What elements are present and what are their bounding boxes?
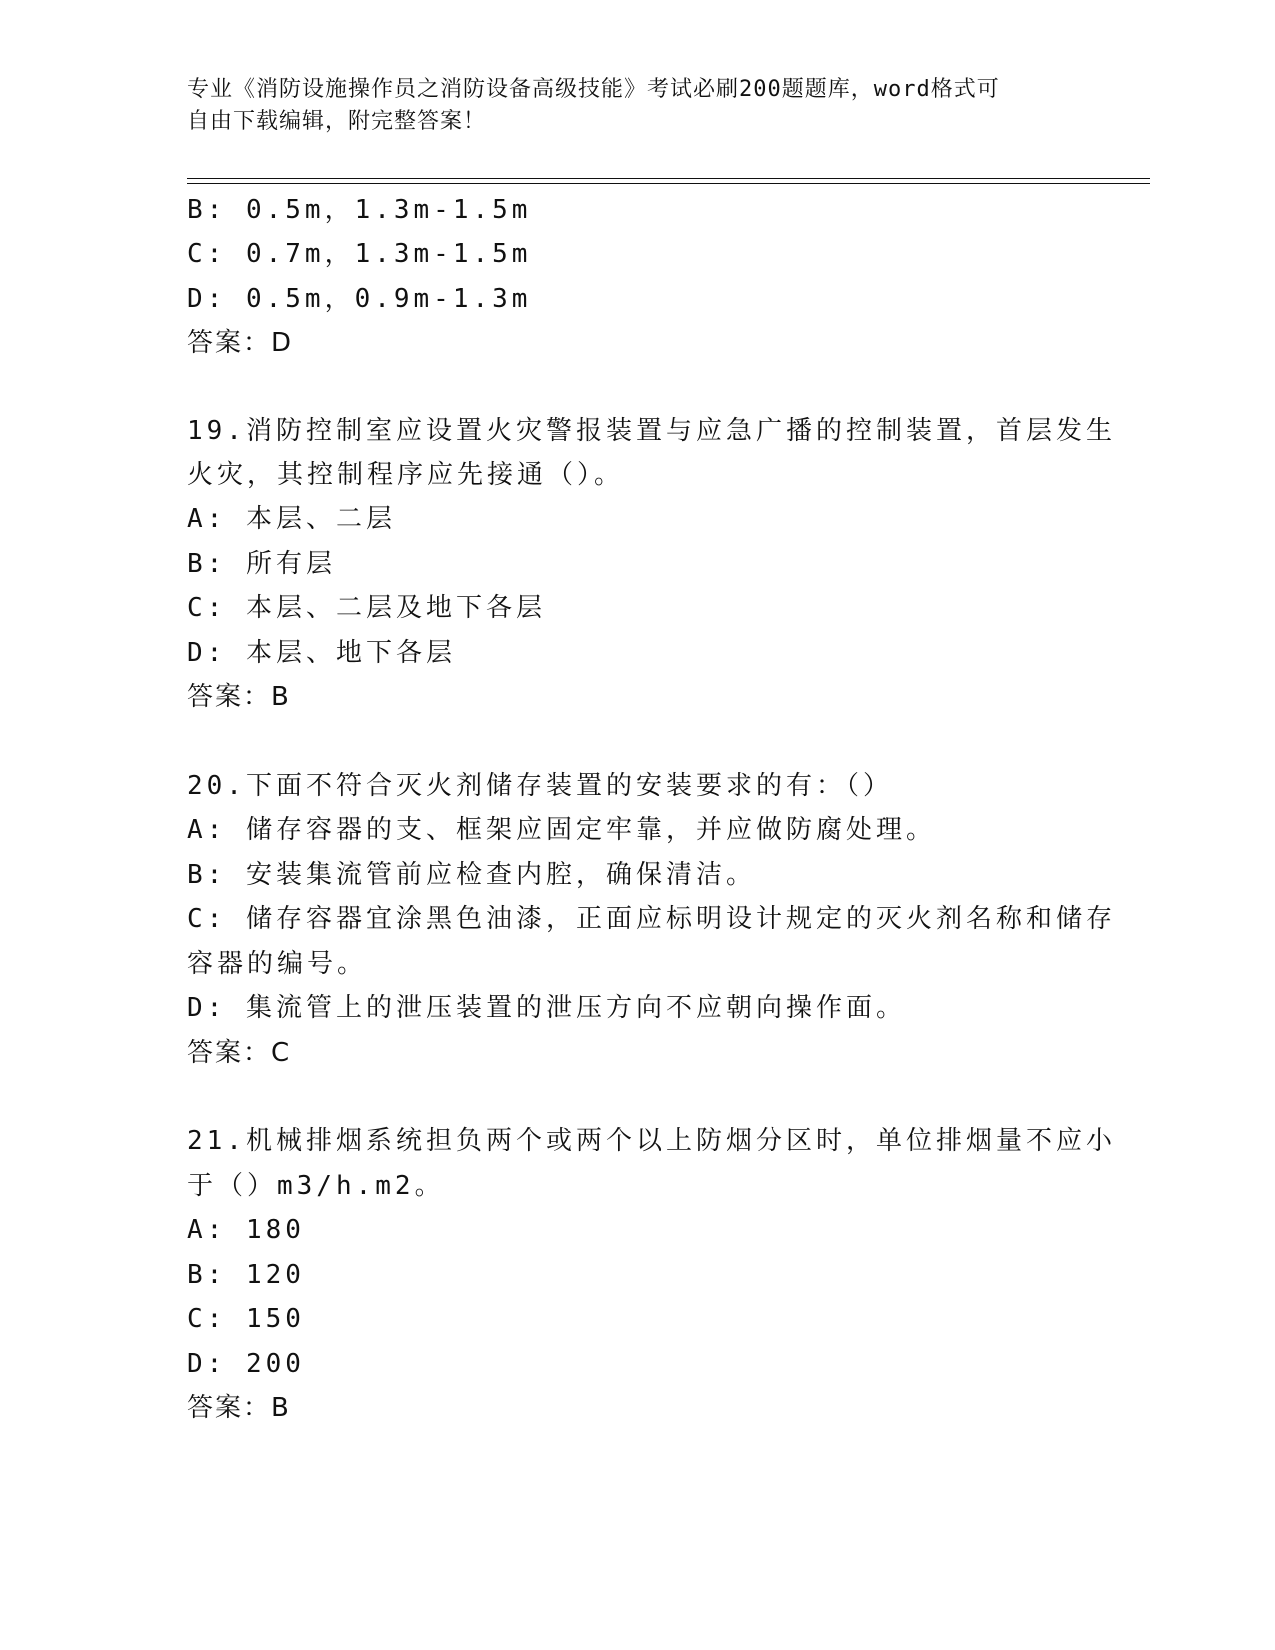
header-divider-top — [187, 178, 1150, 179]
prev-option-b: B: 0.5m，1.3m-1.5m — [187, 195, 532, 225]
q21-stem-line-1: 21.机械排烟系统担负两个或两个以上防烟分区时，单位排烟量不应小 — [187, 1126, 1116, 1156]
prev-answer: 答案：D — [187, 328, 294, 358]
q20-stem-line-1: 20.下面不符合灭火剂储存装置的安装要求的有：（） — [187, 771, 893, 801]
header-title-line-2: 自由下载编辑，附完整答案！ — [187, 109, 487, 134]
q20-answer: 答案：C — [187, 1038, 292, 1068]
header-divider-bottom — [187, 183, 1150, 184]
q20-option-d: D: 集流管上的泄压装置的泄压方向不应朝向操作面。 — [187, 993, 906, 1023]
q20-option-c: C: 储存容器宜涂黑色油漆，正面应标明设计规定的灭火剂名称和储存 — [187, 904, 1116, 934]
q19-option-d: D: 本层、地下各层 — [187, 638, 456, 668]
q19-stem-line-1: 19.消防控制室应设置火灾警报装置与应急广播的控制装置，首层发生 — [187, 416, 1116, 446]
q19-answer: 答案：B — [187, 682, 291, 712]
q20-option-c-continued: 容器的编号。 — [187, 949, 368, 979]
prev-option-c: C: 0.7m，1.3m-1.5m — [187, 239, 532, 269]
q19-option-a: A: 本层、二层 — [187, 504, 396, 534]
prev-option-d: D: 0.5m，0.9m-1.3m — [187, 284, 532, 314]
q21-option-b: B: 120 — [187, 1260, 305, 1290]
q20-option-a: A: 储存容器的支、框架应固定牢靠，并应做防腐处理。 — [187, 815, 936, 845]
q20-option-b: B: 安装集流管前应检查内腔，确保清洁。 — [187, 860, 756, 890]
header-title-line-1: 专业《消防设施操作员之消防设备高级技能》考试必刷200题题库，word格式可 — [187, 77, 1000, 102]
q19-option-c: C: 本层、二层及地下各层 — [187, 593, 546, 623]
q21-option-a: A: 180 — [187, 1215, 305, 1245]
q21-stem-line-2: 于（）m3/h.m2。 — [187, 1171, 445, 1201]
q21-option-d: D: 200 — [187, 1349, 305, 1379]
q21-answer: 答案：B — [187, 1393, 291, 1423]
q21-option-c: C: 150 — [187, 1304, 305, 1334]
q19-option-b: B: 所有层 — [187, 549, 336, 579]
q19-stem-line-2: 火灾，其控制程序应先接通（）。 — [187, 460, 625, 490]
document-header — [187, 74, 1067, 138]
